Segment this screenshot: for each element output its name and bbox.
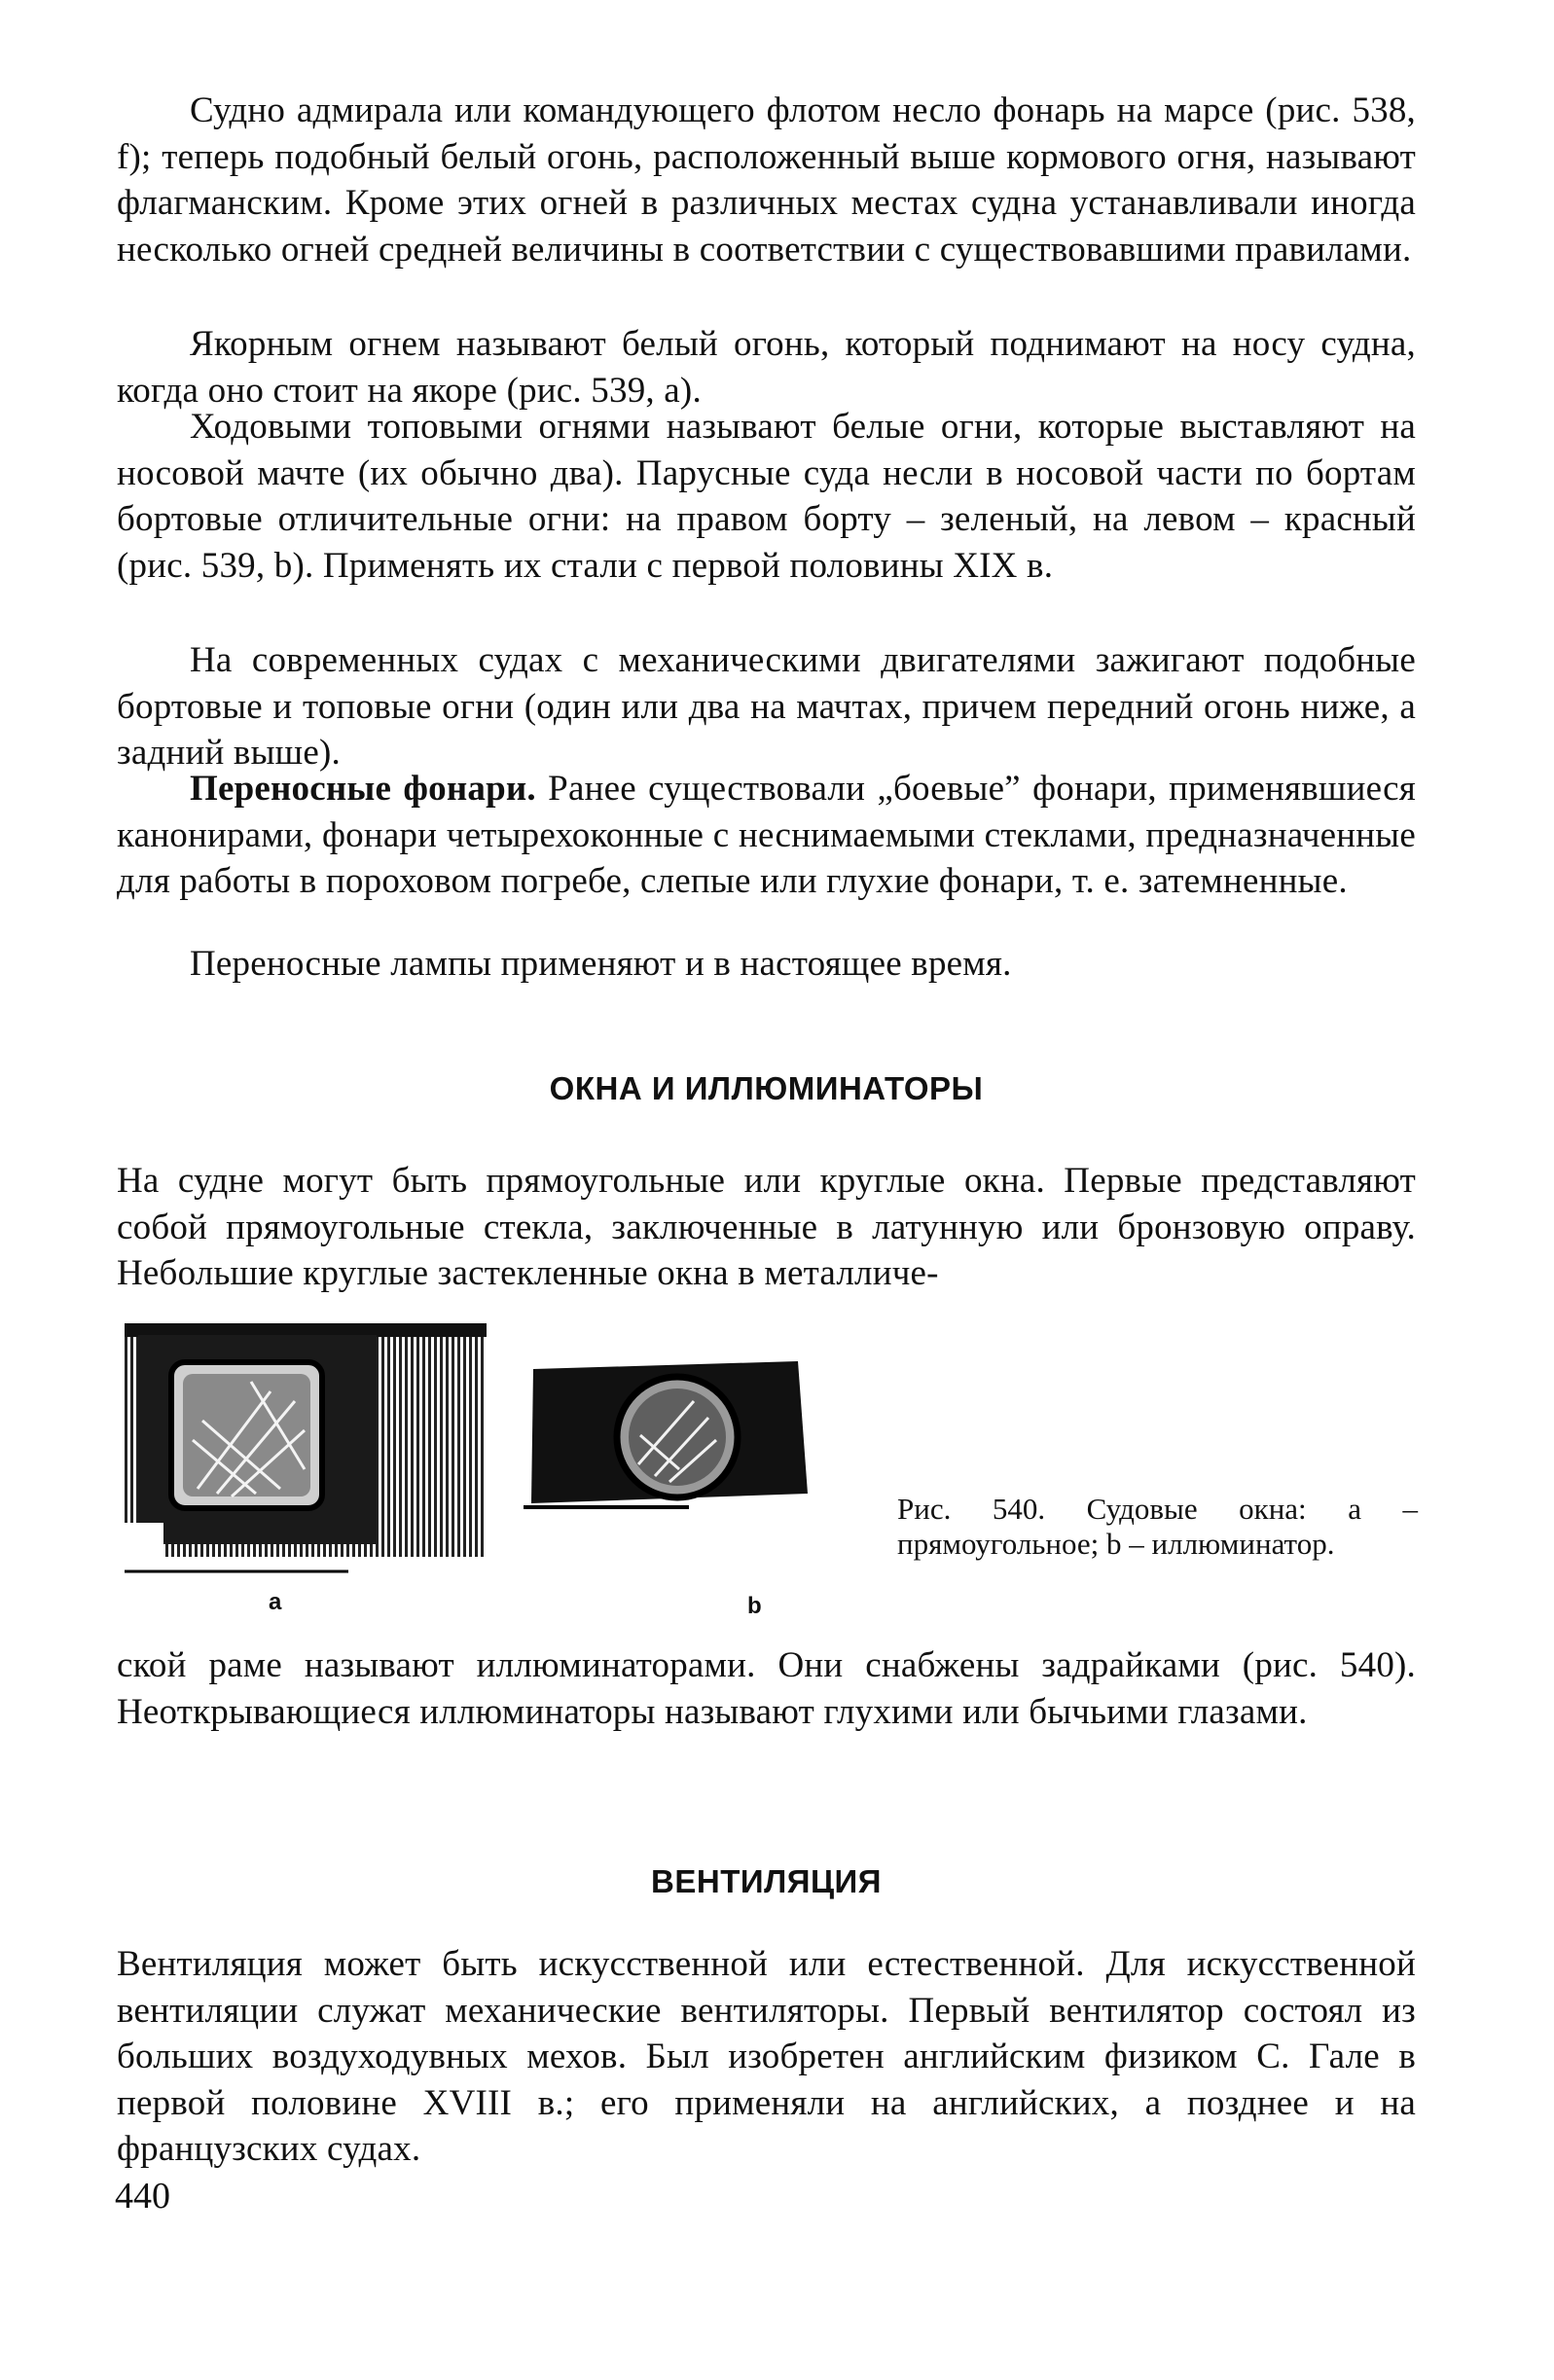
figure-label-a: a — [269, 1589, 282, 1615]
section-heading-windows: ОКНА И ИЛЛЮМИНАТОРЫ — [549, 1070, 984, 1106]
page-number: 440 — [115, 2176, 170, 2217]
paragraph-flagship-light: Судно адмирала или командующего флотом несло фонарь на марсе (рис. 538, f); теперь подобный белый огонь, расположенный выше кормового огня, называют флагманским. Кроме этих огней в различных местах судна устанавливали иногда несколько огней средней величины в соответствии с существовавшими правилами. — [117, 90, 1416, 270]
section-heading-ventilation: ВЕНТИЛЯЦИЯ — [651, 1863, 882, 1899]
figure-label-b: b — [747, 1593, 762, 1619]
paragraph-portholes: ской раме называют иллюминаторами. Они снабжены задрайками (рис. 540). Неоткрывающиеся иллюминаторы называют глухими или бычьими глазами. — [117, 1645, 1416, 1732]
runin-heading-portable-lanterns: Переносные фонари. — [190, 769, 536, 809]
paragraph-anchor-light: Якорным огнем называют белый огонь, который поднимают на носу судна, когда оно стоит на якоре (рис. 539, a). — [117, 324, 1416, 411]
figure-caption: Рис. 540. Судовые окна: a – прямоугольное; b – иллюминатор. — [897, 1492, 1418, 1561]
figure-rectangular-window — [125, 1323, 487, 1576]
paragraph-modern-lights: На современных судах с механическими двигателями зажигают подобные бортовые и топовые огни (один или два на мачтах, причем передний огонь ниже, а задний выше). — [117, 640, 1416, 773]
paragraph-portable-lamps: Переносные лампы применяют и в настоящее время. — [190, 944, 1012, 984]
figure-porthole — [524, 1357, 808, 1523]
paragraph-windows-intro: На судне могут быть прямоугольные или круглые окна. Первые представляют собой прямоугольные стекла, заключенные в латунную или бронзовую оправу. Небольшие круглые застекленные окна в металличе- — [117, 1161, 1416, 1293]
portable-lanterns-text: Ранее существовали „боевые” фонари, применявшиеся канонирами, фонари четырехоконные с неснимаемыми стеклами, предназначенные для работы в пороховом погребе, слепые или глухие фонари, т. е. затемненные. — [117, 769, 1416, 901]
paragraph-masthead-lights: Ходовыми топовыми огнями называют белые огни, которые выставляют на носовой мачте (их обычно два). Парусные суда несли в носовой части по бортам бортовые отличительные огни: на правом борту – зеленый, на левом – красный (рис. 539, b). Применять их стали с первой половины XIX в. — [117, 407, 1416, 586]
paragraph-ventilation: Вентиляция может быть искусственной или естественной. Для искусственной вентиляции служат механические вентиляторы. Первый вентилятор состоял из больших воздуходувных мехов. Был изобретен английским физиком С. Гале в первой половине XVIII в.; его применяли на английских, а позднее и на французских судах. — [117, 1944, 1416, 2169]
paragraph-portable-lanterns — [117, 766, 1416, 905]
